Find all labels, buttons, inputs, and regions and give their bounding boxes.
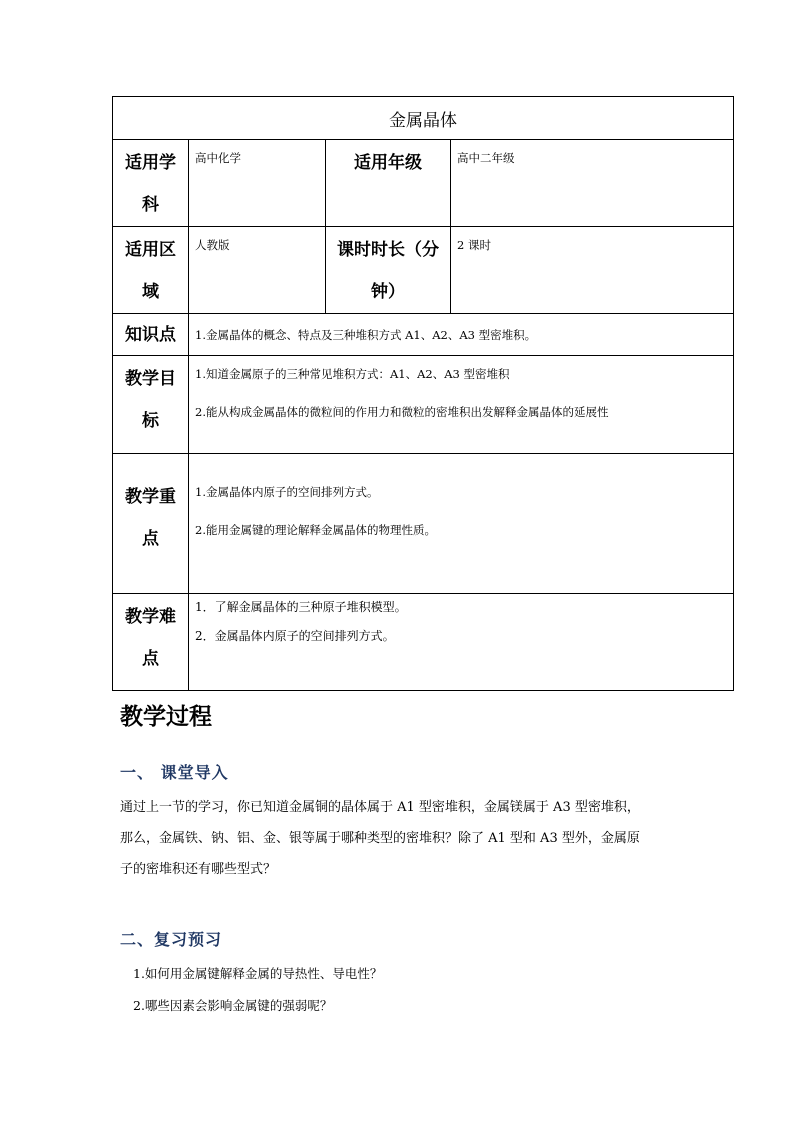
region-label xyxy=(113,227,189,314)
section1-line: 通过上一节的学习，你已知道金属铜的晶体属于 A1 型密堆积，金属镁属于 A3 型密堆积， xyxy=(120,800,640,815)
duration-label xyxy=(326,227,451,314)
grade-label: 适用年级 xyxy=(326,140,451,227)
section1-paragraph xyxy=(120,792,690,885)
grade-value: 高中二年级 xyxy=(451,140,734,227)
focus-item: 1.金属晶体内原子的空间排列方式。 xyxy=(195,485,379,499)
goal-list xyxy=(189,356,734,454)
focus-label-line1: 教学重 xyxy=(125,487,176,507)
subject-value: 高中化学 xyxy=(189,140,326,227)
teaching-process-heading: 教学过程 xyxy=(120,704,212,730)
duration-label-line1: 课时时长（分 xyxy=(337,240,439,260)
region-label-line2: 域 xyxy=(142,282,159,302)
review-question: 1.如何用金属键解释金属的导热性、导电性？ xyxy=(133,966,383,981)
focus-label-line2: 点 xyxy=(142,529,159,549)
difficulty-item: 1．了解金属晶体的三种原子堆积模型。 xyxy=(195,600,407,614)
subject-label-line1: 适用学 xyxy=(125,153,176,173)
region-label-line1: 适用区 xyxy=(125,240,176,260)
knowledge-value: 1.金属晶体的概念、特点及三种堆积方式 A1、A2、A3 型密堆积。 xyxy=(189,314,734,356)
difficulty-label-line1: 教学难 xyxy=(125,607,176,627)
difficulty-label xyxy=(113,594,189,691)
section1-line: 那么，金属铁、钠、铝、金、银等属于哪种类型的密堆积？除了 A1 型和 A3 型外，金属原 xyxy=(120,831,640,846)
subject-label-line2: 科 xyxy=(142,195,159,215)
duration-value: 2 课时 xyxy=(451,227,734,314)
lesson-info-table xyxy=(112,96,734,691)
review-question: 2.哪些因素会影响金属键的强弱呢？ xyxy=(133,998,333,1013)
duration-label-line2: 钟） xyxy=(371,282,405,302)
focus-item: 2.能用金属键的理论解释金属晶体的物理性质。 xyxy=(195,523,436,537)
focus-list xyxy=(189,454,734,594)
section2-title: 二、复习预习 xyxy=(120,930,223,949)
difficulty-list xyxy=(189,594,734,691)
goal-item: 1.知道金属原子的三种常见堆积方式：A1、A2、A3 型密堆积 xyxy=(195,367,510,381)
goal-label-line1: 教学目 xyxy=(125,369,176,389)
focus-label xyxy=(113,454,189,594)
table-title: 金属晶体 xyxy=(113,97,734,140)
section1-line: 子的密堆积还有哪些型式？ xyxy=(120,862,277,877)
goal-label-line2: 标 xyxy=(142,411,159,431)
subject-label xyxy=(113,140,189,227)
goal-label xyxy=(113,356,189,454)
region-value: 人教版 xyxy=(189,227,326,314)
knowledge-label: 知识点 xyxy=(113,314,189,356)
section1-title: 一、 课堂导入 xyxy=(120,763,229,782)
difficulty-item: 2．金属晶体内原子的空间排列方式。 xyxy=(195,629,395,643)
goal-item: 2.能从构成金属晶体的微粒间的作用力和微粒的密堆积出发解释金属晶体的延展性 xyxy=(195,405,609,419)
difficulty-label-line2: 点 xyxy=(142,649,159,669)
